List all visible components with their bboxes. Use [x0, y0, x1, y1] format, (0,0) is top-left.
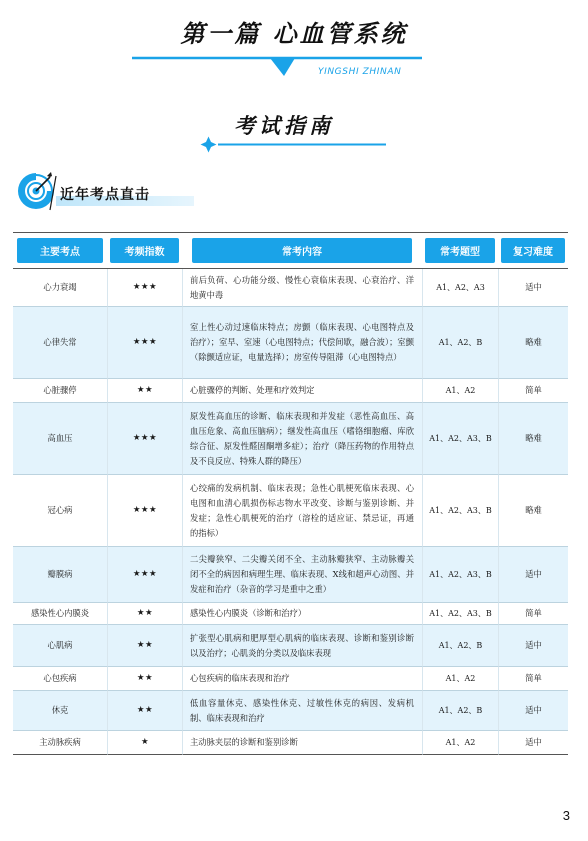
topic-cell: 心脏骤停 [13, 379, 107, 403]
table-row [13, 269, 568, 307]
frequency-cell: ★★ [107, 691, 182, 731]
table-row [13, 667, 568, 691]
topic-cell: 冠心病 [13, 475, 107, 547]
frequency-cell: ★★★ [107, 547, 182, 603]
table-row [13, 547, 568, 603]
difficulty-cell: 略难 [498, 403, 568, 475]
difficulty-cell: 适中 [498, 731, 568, 755]
guide-title: 考试指南 [234, 114, 334, 138]
table-row [13, 403, 568, 475]
table-row [13, 731, 568, 755]
difficulty-cell: 适中 [498, 625, 568, 667]
topic-cell: 休克 [13, 691, 107, 731]
frequency-cell: ★ [107, 731, 182, 755]
target-icon [16, 170, 60, 214]
question-types-cell: A1、A2、A3、B [422, 547, 498, 603]
topic-cell: 心肌病 [13, 625, 107, 667]
guide-heading [196, 106, 396, 162]
content-cell: 心包疾病的临床表现和治疗 [182, 667, 422, 691]
difficulty-cell: 简单 [498, 379, 568, 403]
header-topic: 主要考点 [13, 232, 107, 269]
difficulty-cell: 略难 [498, 475, 568, 547]
section-header [16, 170, 216, 214]
topic-cell: 心包疾病 [13, 667, 107, 691]
question-types-cell: A1、A2 [422, 667, 498, 691]
header-difficulty: 复习难度 [498, 232, 568, 269]
exam-topics-table [13, 232, 568, 755]
frequency-cell: ★★★ [107, 475, 182, 547]
question-types-cell: A1、A2、A3、B [422, 403, 498, 475]
topic-cell: 瓣膜病 [13, 547, 107, 603]
content-cell: 扩张型心肌病和肥厚型心肌病的临床表现、诊断和鉴别诊断以及治疗；心肌炎的分类以及临床表现 [182, 625, 422, 667]
topic-cell: 心律失常 [13, 307, 107, 379]
question-types-cell: A1、A2、B [422, 307, 498, 379]
content-cell: 原发性高血压的诊断、临床表现和并发症（恶性高血压、高血压危象、高血压脑病）；继发性高血压（嗜铬细胞瘤、库欣综合征、原发性醛固酮增多症）；治疗（降压药物的作用特点及不良反应、特殊人群的降压） [182, 403, 422, 475]
question-types-cell: A1、A2、B [422, 625, 498, 667]
section-title: 近年考点直击 [60, 187, 150, 203]
header-content: 常考内容 [182, 232, 422, 269]
content-cell: 室上性心动过速临床特点；房颤（临床表现、心电图特点及治疗）；室早、室速（心电图特点；代偿间歇，融合波）；室颤（除颤适应证，电量选择）；房室传导阻滞（心电图特点） [182, 307, 422, 379]
table-row [13, 691, 568, 731]
table-row [13, 625, 568, 667]
topic-cell: 感染性心内膜炎 [13, 603, 107, 625]
question-types-cell: A1、A2、A3、B [422, 475, 498, 547]
difficulty-cell: 简单 [498, 667, 568, 691]
table-row [13, 307, 568, 379]
difficulty-cell: 适中 [498, 691, 568, 731]
question-types-cell: A1、A2、B [422, 691, 498, 731]
question-types-cell: A1、A2 [422, 379, 498, 403]
series-subtitle: YINGSHI ZHINAN [318, 67, 402, 77]
table-row [13, 603, 568, 625]
content-cell: 前后负荷、心功能分级、慢性心衰临床表现、心衰治疗、洋地黄中毒 [182, 269, 422, 307]
table-header-row [13, 232, 568, 269]
frequency-cell: ★★★ [107, 403, 182, 475]
content-cell: 二尖瓣狭窄、二尖瓣关闭不全、主动脉瓣狭窄、主动脉瓣关闭不全的病因和病理生理、临床表现、X线和超声心动图、并发症和治疗（杂音的学习是重中之重） [182, 547, 422, 603]
question-types-cell: A1、A2、A3 [422, 269, 498, 307]
content-cell: 心绞痛的发病机制、临床表现；急性心肌梗死临床表现、心电图和血清心肌损伤标志物水平改变、诊断与鉴别诊断、并发症；急性心肌梗死的治疗（溶栓的适应证、禁忌证，再通的指标） [182, 475, 422, 547]
part-title: 第一篇 心血管系统 [180, 20, 408, 48]
table-row [13, 475, 568, 547]
difficulty-cell: 简单 [498, 603, 568, 625]
topic-cell: 高血压 [13, 403, 107, 475]
frequency-cell: ★★ [107, 625, 182, 667]
frequency-cell: ★★ [107, 603, 182, 625]
question-types-cell: A1、A2 [422, 731, 498, 755]
topic-cell: 主动脉疾病 [13, 731, 107, 755]
difficulty-cell: 适中 [498, 269, 568, 307]
page-number: 3 [562, 808, 570, 823]
question-types-cell: A1、A2、A3、B [422, 603, 498, 625]
topic-cell: 心力衰竭 [13, 269, 107, 307]
content-cell: 低血容量休克、感染性休克、过敏性休克的病因、发病机制、临床表现和治疗 [182, 691, 422, 731]
content-cell: 感染性心内膜炎（诊断和治疗） [182, 603, 422, 625]
difficulty-cell: 略难 [498, 307, 568, 379]
header-question-types: 常考题型 [422, 232, 498, 269]
header-frequency: 考频指数 [107, 232, 182, 269]
difficulty-cell: 适中 [498, 547, 568, 603]
frequency-cell: ★★ [107, 379, 182, 403]
frequency-cell: ★★ [107, 667, 182, 691]
frequency-cell: ★★★ [107, 307, 182, 379]
frequency-cell: ★★★ [107, 269, 182, 307]
content-cell: 主动脉夹层的诊断和鉴别诊断 [182, 731, 422, 755]
content-cell: 心脏骤停的判断、处理和疗效判定 [182, 379, 422, 403]
table-row [13, 379, 568, 403]
